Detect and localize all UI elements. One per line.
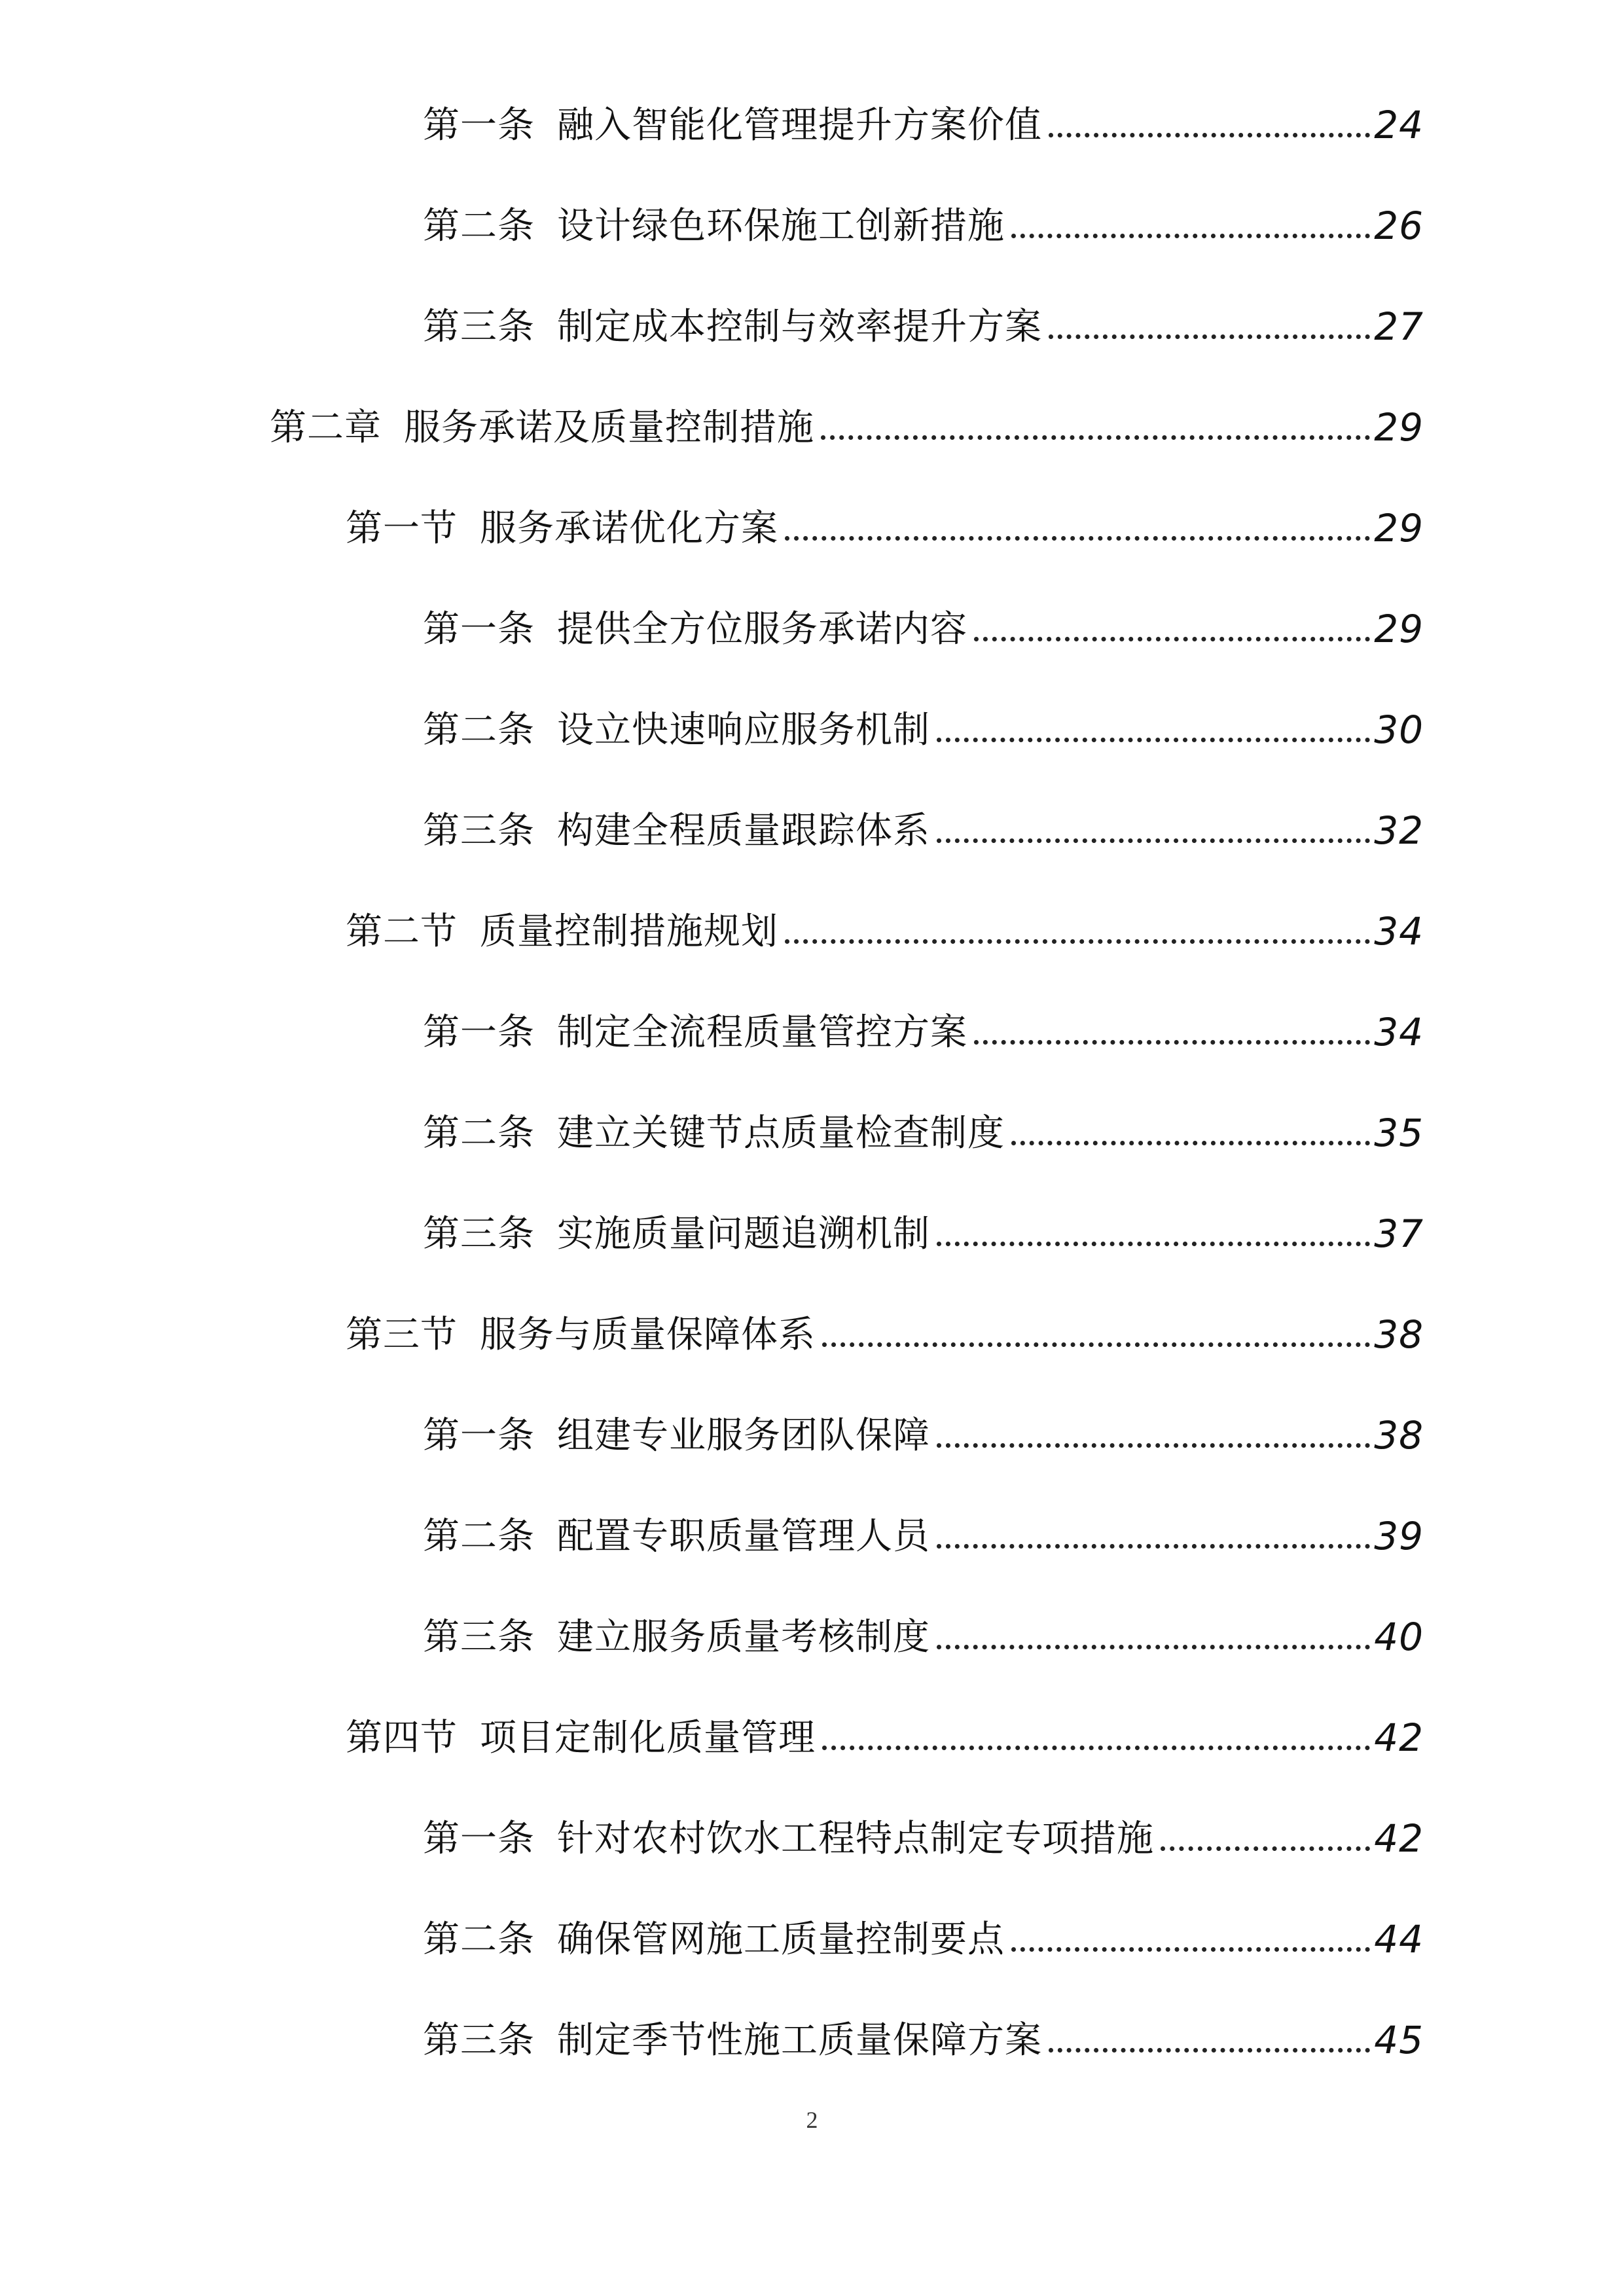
toc-entry-page-number: 40 [1374, 1615, 1424, 1659]
toc-entry-prefix: 第一条 [423, 104, 535, 147]
toc-entry-title: 服务承诺及质量控制措施 [404, 406, 814, 449]
dot-leader [1011, 234, 1370, 238]
toc-entry-label [423, 306, 1042, 348]
dot-leader [937, 738, 1370, 742]
toc-entry-label [423, 608, 967, 651]
toc-entry-page-number: 27 [1374, 304, 1424, 349]
toc-entry-label [423, 1515, 930, 1558]
toc-entry-prefix: 第一条 [423, 1414, 535, 1457]
dot-leader [974, 1040, 1370, 1045]
toc-entry-prefix: 第二条 [423, 205, 535, 247]
toc-entry-label [423, 709, 930, 751]
toc-entry-page-number: 42 [1374, 1715, 1424, 1760]
toc-entry[interactable] [423, 186, 1424, 248]
toc-entry-label [346, 1717, 816, 1759]
toc-entry-title: 确保管网施工质量控制要点 [557, 1918, 1005, 1961]
toc-entry-prefix: 第三条 [423, 1616, 535, 1659]
toc-entry-label [346, 1314, 816, 1356]
toc-entry-label [423, 1112, 1005, 1155]
page-number-footer: 2 [806, 2107, 818, 2133]
toc-entry-title: 针对农村饮水工程特点制定专项措施 [557, 1818, 1154, 1860]
toc-entry-title: 提供全方位服务承诺内容 [557, 608, 967, 651]
toc-entry-chapter[interactable] [270, 387, 1424, 450]
toc-entry-section[interactable] [346, 1698, 1424, 1760]
toc-entry-title: 构建全程质量跟踪体系 [557, 810, 930, 852]
dot-leader [1011, 1141, 1370, 1145]
toc-entry-prefix: 第一条 [423, 1818, 535, 1860]
dot-leader [821, 435, 1370, 440]
dot-leader [1049, 334, 1370, 339]
toc-entry-prefix: 第二节 [346, 910, 458, 953]
toc-entry-prefix: 第四节 [346, 1717, 458, 1759]
toc-entry-label [346, 507, 778, 550]
toc-entry-label [423, 810, 930, 852]
toc-entry[interactable] [423, 1597, 1424, 1659]
toc-entry-page-number: 29 [1374, 405, 1424, 450]
toc-entry-label [423, 1213, 930, 1255]
dot-leader [937, 838, 1370, 843]
toc-entry-title: 组建专业服务团队保障 [557, 1414, 930, 1457]
toc-entry-page-number: 24 [1374, 103, 1424, 147]
toc-entry-prefix: 第三条 [423, 1213, 535, 1255]
toc-entry[interactable] [423, 287, 1424, 349]
toc-entry-label [423, 2019, 1042, 2062]
toc-entry-label [423, 1918, 1005, 1961]
dot-leader [822, 1746, 1370, 1750]
toc-entry-prefix: 第二条 [423, 1515, 535, 1558]
toc-entry-section[interactable] [346, 1295, 1424, 1357]
dot-leader [937, 1544, 1370, 1549]
toc-entry-title: 项目定制化质量管理 [480, 1717, 816, 1759]
toc-entry-label [423, 205, 1005, 247]
toc-entry-page-number: 39 [1374, 1514, 1424, 1558]
toc-entry-prefix: 第二条 [423, 1112, 535, 1155]
toc-entry-title: 配置专职质量管理人员 [557, 1515, 930, 1558]
toc-entry-title: 制定成本控制与效率提升方案 [557, 306, 1042, 348]
toc-entry-label [270, 406, 814, 449]
toc-entry-page-number: 38 [1374, 1312, 1424, 1357]
dot-leader [974, 637, 1370, 641]
toc-entry-title: 建立关键节点质量检查制度 [557, 1112, 1005, 1155]
toc-entry-prefix: 第一条 [423, 1011, 535, 1054]
toc-entry-prefix: 第三条 [423, 810, 535, 852]
dot-leader [1011, 1947, 1370, 1952]
toc-entry[interactable] [423, 1799, 1424, 1861]
toc-entry-label [346, 910, 778, 953]
toc-entry-title: 实施质量问题追溯机制 [557, 1213, 930, 1255]
toc-entry[interactable] [423, 690, 1424, 752]
toc-entry-prefix: 第三条 [423, 306, 535, 348]
toc-entry[interactable] [423, 1093, 1424, 1155]
toc-entry-page-number: 29 [1374, 506, 1424, 550]
toc-entry-title: 服务与质量保障体系 [480, 1314, 816, 1356]
toc-entry[interactable] [423, 2000, 1424, 2062]
toc-entry[interactable] [423, 589, 1424, 651]
dot-leader [937, 1242, 1370, 1246]
toc-entry-label [423, 1414, 930, 1457]
toc-entry-prefix: 第二章 [270, 406, 382, 449]
toc-entry[interactable] [423, 791, 1424, 853]
dot-leader [937, 1645, 1370, 1649]
toc-entry-prefix: 第三条 [423, 2019, 535, 2062]
toc-entry[interactable] [423, 85, 1424, 147]
toc-entry-title: 设计绿色环保施工创新措施 [557, 205, 1005, 247]
toc-entry-prefix: 第一条 [423, 608, 535, 651]
toc-entry-section[interactable] [346, 891, 1424, 954]
toc-entry-label [423, 104, 1042, 147]
toc-entry-title: 质量控制措施规划 [480, 910, 778, 953]
dot-leader [785, 536, 1370, 541]
toc-entry-prefix: 第三节 [346, 1314, 458, 1356]
toc-entry-prefix: 第二条 [423, 1918, 535, 1961]
toc-entry-page-number: 44 [1374, 1917, 1424, 1962]
dot-leader [822, 1342, 1370, 1347]
dot-leader [1049, 133, 1370, 137]
toc-entry-section[interactable] [346, 488, 1424, 550]
dot-leader [1049, 2048, 1370, 2053]
toc-entry-page-number: 45 [1374, 2018, 1424, 2062]
toc-entry[interactable] [423, 1899, 1424, 1962]
toc-entry[interactable] [423, 1194, 1424, 1256]
toc-entry-page-number: 34 [1374, 909, 1424, 954]
toc-entry-label [423, 1818, 1154, 1860]
toc-entry-title: 建立服务质量考核制度 [557, 1616, 930, 1659]
dot-leader [785, 939, 1370, 944]
toc-entry-page-number: 42 [1374, 1816, 1424, 1861]
toc-entry[interactable] [423, 1395, 1424, 1458]
dot-leader [1161, 1846, 1370, 1851]
toc-entry-prefix: 第一节 [346, 507, 458, 550]
toc-entry-page-number: 32 [1374, 808, 1424, 853]
toc-entry-page-number: 30 [1374, 708, 1424, 752]
toc-entry-page-number: 26 [1374, 204, 1424, 248]
toc-entry-label [423, 1011, 967, 1054]
toc-entry-label [423, 1616, 930, 1659]
toc-entry-page-number: 35 [1374, 1111, 1424, 1155]
dot-leader [937, 1443, 1370, 1448]
toc-entry-title: 设立快速响应服务机制 [557, 709, 930, 751]
toc-entry-page-number: 34 [1374, 1010, 1424, 1054]
toc-entry-title: 制定季节性施工质量保障方案 [557, 2019, 1042, 2062]
toc-entry-page-number: 29 [1374, 607, 1424, 651]
toc-entry-title: 融入智能化管理提升方案价值 [557, 104, 1042, 147]
toc-entry[interactable] [423, 1496, 1424, 1558]
toc-entry-prefix: 第二条 [423, 709, 535, 751]
toc-entry-page-number: 37 [1374, 1211, 1424, 1256]
toc-entry-page-number: 38 [1374, 1413, 1424, 1458]
toc-entry-title: 服务承诺优化方案 [480, 507, 778, 550]
toc-entry-title: 制定全流程质量管控方案 [557, 1011, 967, 1054]
toc-entry[interactable] [423, 992, 1424, 1054]
